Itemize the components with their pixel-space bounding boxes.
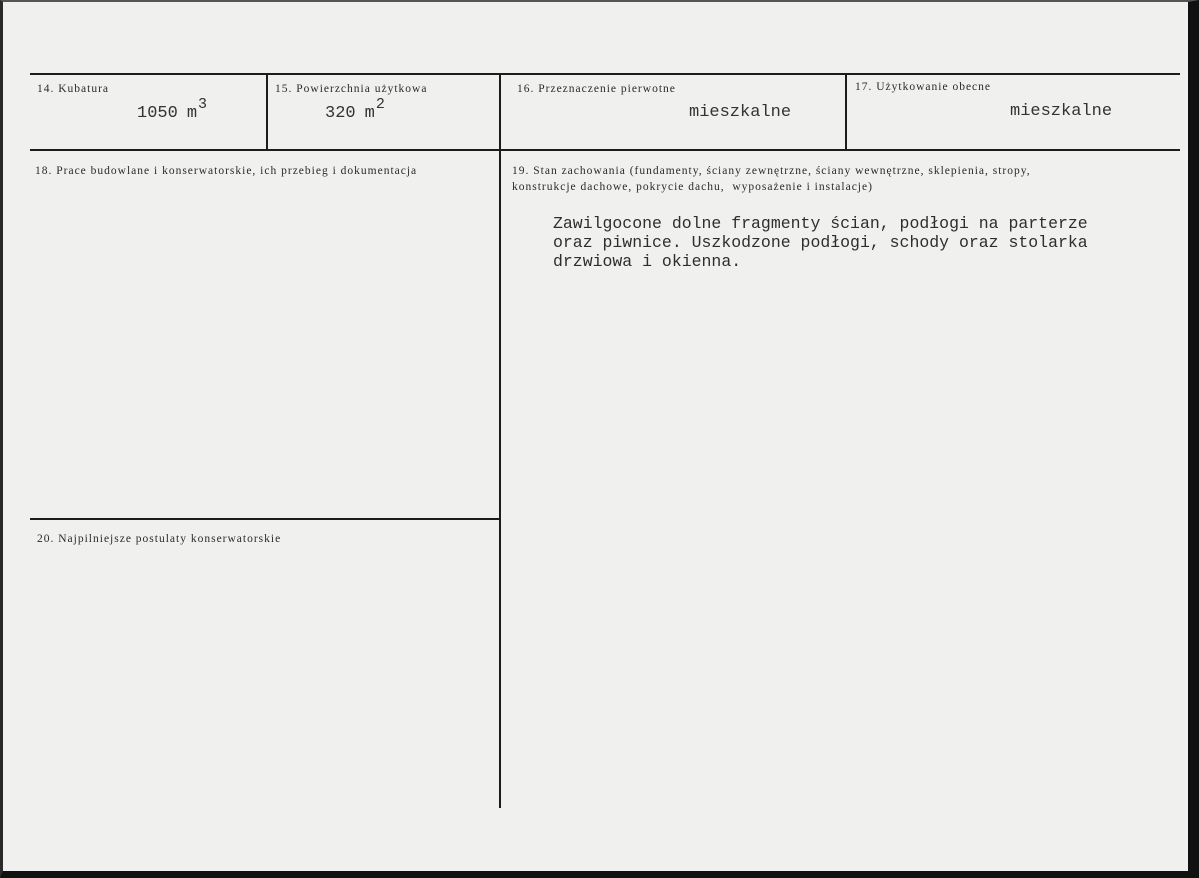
- field-17-value: mieszkalne: [1010, 102, 1113, 121]
- area-exponent: 2: [375, 96, 385, 113]
- field-14-value: [137, 96, 208, 124]
- field-16-label: 16. Przeznaczenie pierwotne: [517, 83, 676, 95]
- field-19-value-line-2: oraz piwnice. Uszkodzone podłogi, schody oraz stolarka: [553, 233, 1088, 252]
- divider-16-17: [845, 73, 847, 151]
- divider-14-15: [266, 73, 268, 151]
- field-19-label-line-1: 19. Stan zachowania (fundamenty, ściany zewnętrzne, ściany wewnętrzne, sklepienia, stropy,: [512, 165, 1031, 177]
- field-15-value: [325, 96, 385, 124]
- area-unit: m: [364, 104, 375, 123]
- field-19-label-line-2: konstrukcje dachowe, pokrycie dachu, wyposażenie i instalacje): [512, 181, 873, 193]
- field-17-label: 17. Użytkowanie obecne: [855, 81, 992, 93]
- rule-row1-bottom: [30, 149, 1180, 151]
- field-20-label: 20. Najpilniejsze postulaty konserwatorskie: [37, 533, 282, 545]
- field-19-value: [553, 214, 1088, 271]
- divider-main: [499, 73, 501, 808]
- cubature-exponent: 3: [198, 96, 208, 113]
- field-14-label: 14. Kubatura: [37, 83, 110, 95]
- field-19-value-line-3: drzwiowa i okienna.: [553, 252, 742, 271]
- field-15-label: 15. Powierzchnia użytkowa: [275, 83, 428, 95]
- rule-18-20: [30, 518, 501, 520]
- rule-top: [30, 73, 1180, 75]
- field-18-label: 18. Prace budowlane i konserwatorskie, ich przebieg i dokumentacja: [35, 165, 418, 177]
- field-16-value: mieszkalne: [689, 103, 792, 122]
- area-number: 320: [325, 104, 356, 123]
- field-19-value-line-1: Zawilgocone dolne fragmenty ścian, podłogi na parterze: [553, 214, 1088, 233]
- cubature-number: 1050: [137, 104, 178, 123]
- cubature-unit: m: [186, 104, 198, 123]
